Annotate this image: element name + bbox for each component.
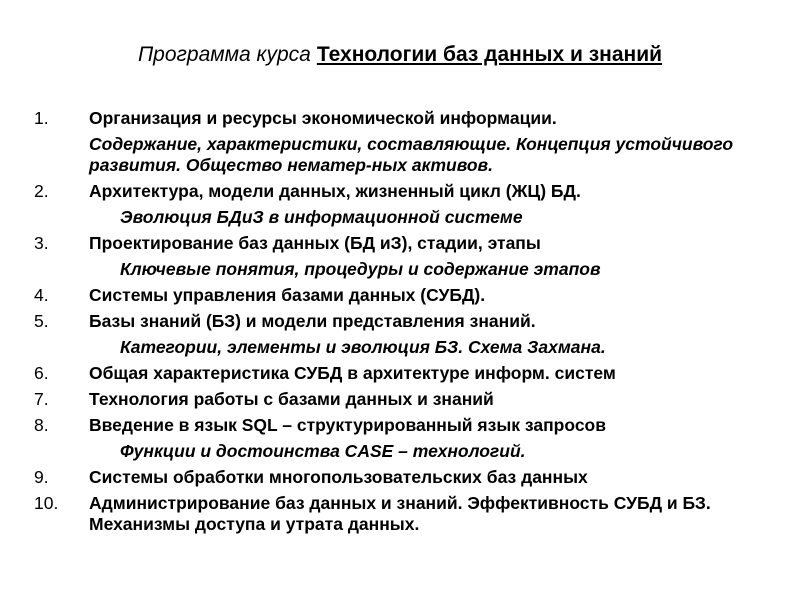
subitem-text: Эволюция БДиЗ в информационной системе [120,207,523,227]
item-text: Технология работы с базами данных и знаний [89,389,494,409]
outline-item-10 [34,493,774,535]
item-text: Организация и ресурсы экономической информации. [89,108,557,128]
item-number: 6. [34,363,49,383]
item-number: 4. [34,285,49,305]
item-number: 9. [34,467,49,487]
item-number: 1. [34,108,49,128]
item-number: 8. [34,415,49,435]
item-text: Администрирование баз данных и знаний. Эффективность СУБД и БЗ. Механизмы доступа и утрата данных. [89,493,711,534]
item-text: Базы знаний (БЗ) и модели представления знаний. [89,311,536,331]
title-prefix: Программа курса [137,43,311,66]
subitem-text: Функции и достоинства CASE – технологий. [120,441,526,461]
subitem-text: Ключевые понятия, процедуры и содержание этапов [120,259,601,279]
outline-item-4 [34,285,774,306]
item-text: Архитектура, модели данных, жизненный цикл (ЖЦ) БД. [89,181,581,201]
item-text: Проектирование баз данных (БД иЗ), стадии, этапы [89,233,541,253]
outline-item-5 [34,311,774,332]
outline-subitem-3 [34,259,774,280]
item-text: Системы управления базами данных (СУБД). [89,285,486,305]
slide-title [0,42,800,68]
outline-item-3 [34,233,774,254]
outline-item-8 [34,415,774,436]
course-outline [34,108,774,540]
outline-item-2 [34,181,774,202]
outline-subitem-8 [34,441,774,462]
outline-item-1 [34,108,774,129]
outline-subitem-1 [34,134,774,176]
item-number: 2. [34,181,49,201]
item-text: Введение в язык SQL – структурированный язык запросов [89,415,607,435]
subitem-text: Содержание, характеристики, составляющие. Концепция устойчивого развития. Общество нематер-ных активов. [89,134,734,175]
subitem-text: Категории, элементы и эволюция БЗ. Схема Захмана. [120,337,606,357]
outline-item-9 [34,467,774,488]
item-number: 5. [34,311,49,331]
item-number: 10. [34,493,59,513]
item-text: Системы обработки многопользовательских баз данных [89,467,588,487]
outline-subitem-5 [34,337,774,358]
item-number: 3. [34,233,49,253]
outline-item-6 [34,363,774,384]
item-text: Общая характеристика СУБД в архитектуре информ. систем [89,363,616,383]
item-number: 7. [34,389,49,409]
outline-item-7 [34,389,774,410]
outline-subitem-2 [34,207,774,228]
title-course-name: Технологии баз данных и знаний [316,43,663,66]
